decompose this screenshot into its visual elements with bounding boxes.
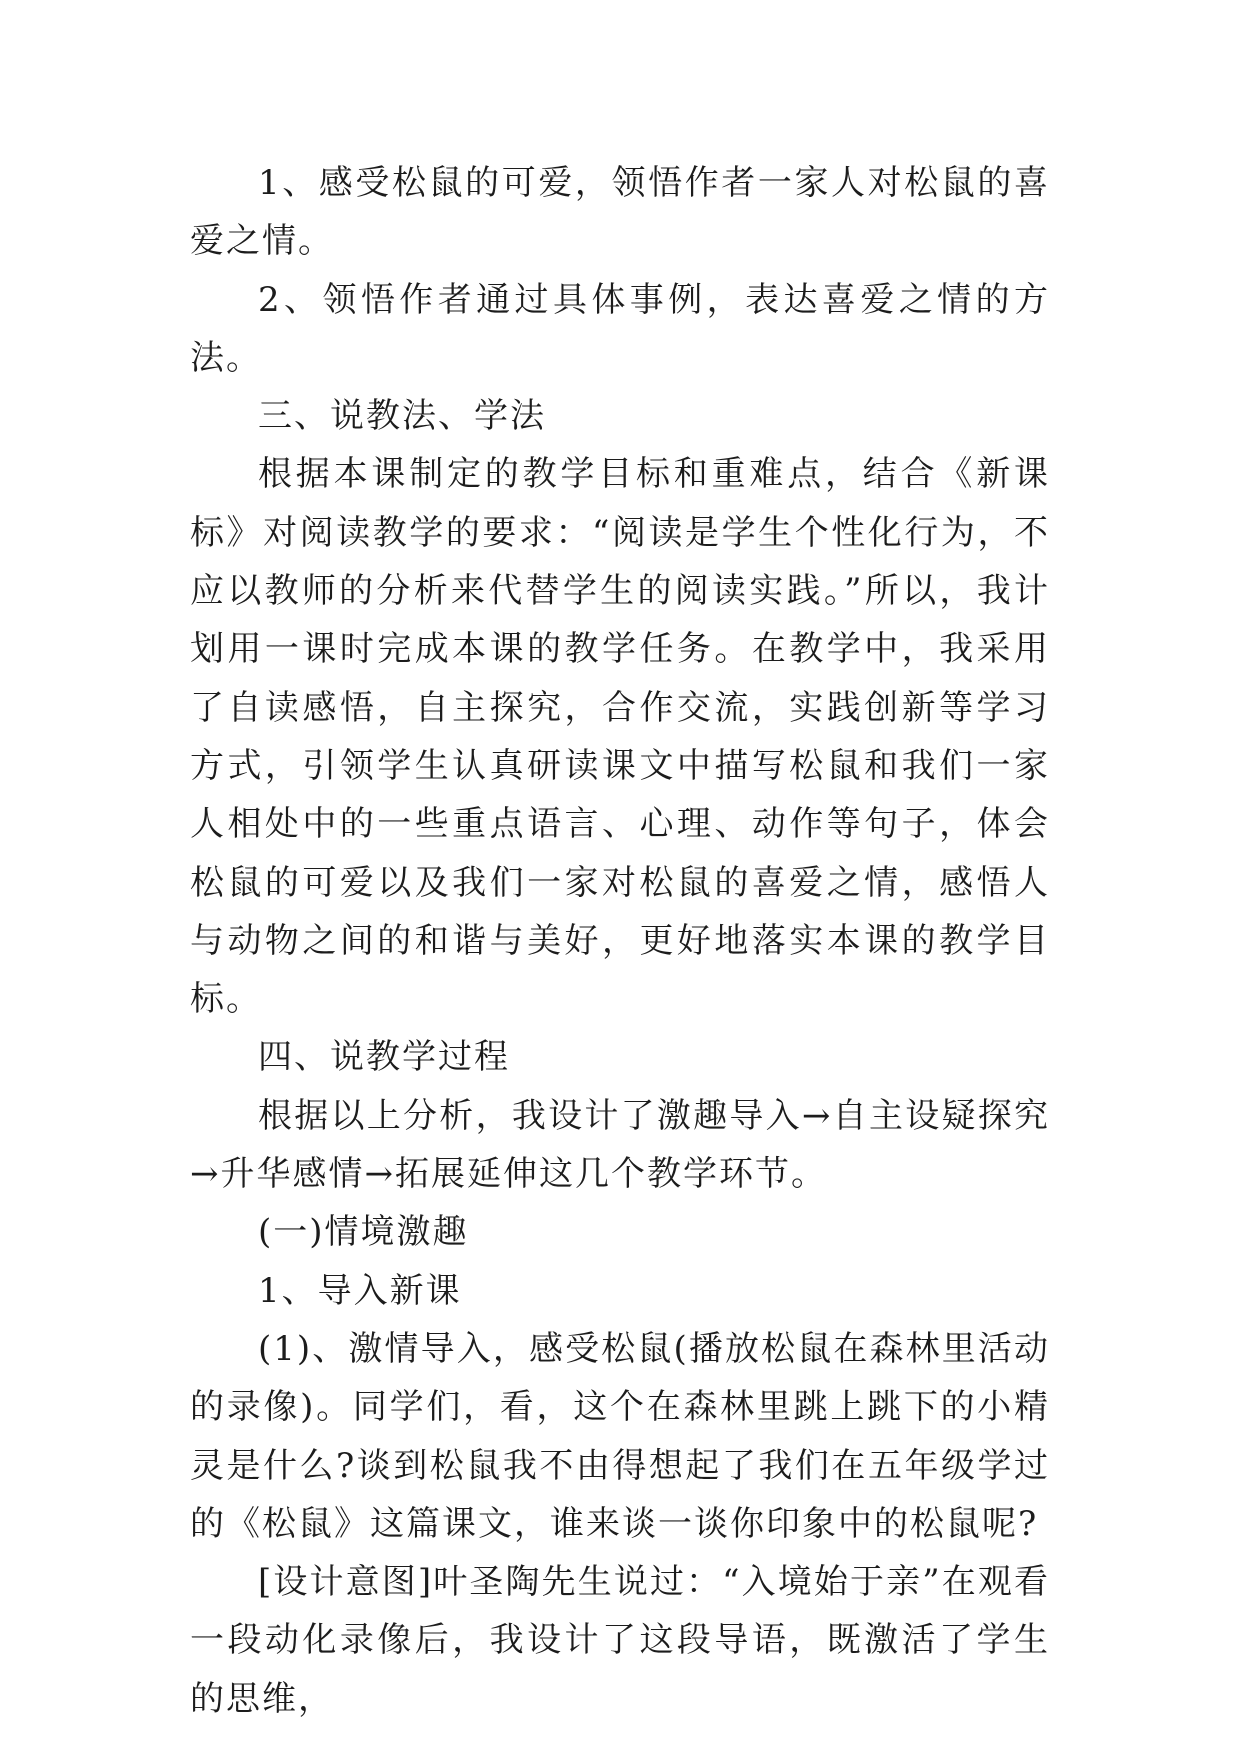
subsection-heading-intro: 1、导入新课 [258,1270,462,1311]
paragraph-design-intent: [设计意图]叶圣陶先生说过：“入境始于亲”在观看一段动化录像后，我设计了这段导语，既激活了学生的思维， [190,1562,1050,1719]
paragraph-process-overview: 根据以上分析，我设计了激趣导入→自主设疑探究→升华感情→拓展延伸这几个教学环节。 [190,1095,1050,1195]
paragraph-intro-step-1: (1)、激情导入，感受松鼠(播放松鼠在森林里活动的录像)。同学们，看，这个在森林里跳上跳下的小精灵是什么?谈到松鼠我不由得想起了我们在五年级学过的《松鼠》这篇课文，谁来谈一谈你印象中的松鼠呢? [190,1328,1050,1544]
paragraph-objective-1: 1、感受松鼠的可爱，领悟作者一家人对松鼠的喜爱之情。 [190,163,1050,262]
section-heading-teaching-method: 三、说教法、学法 [258,396,546,437]
subsection-heading-situation: (一)情境激趣 [258,1212,469,1253]
paragraph-objective-2: 2、领悟作者通过具体事例，表达喜爱之情的方法。 [190,279,1050,378]
paragraph-teaching-method: 根据本课制定的教学目标和重难点，结合《新课标》对阅读教学的要求：“阅读是学生个性化行为，不应以教师的分析来代替学生的阅读实践。”所以，我计划用一课时完成本课的教学任务。在教学中，我采用了自读感悟，自主探究，合作交流，实践创新等学习方式，引领学生认真研读课文中描写松鼠和我们一家人相处中的一些重点语言、心理、动作等句子，体会松鼠的可爱以及我们一家对松鼠的喜爱之情，感悟人与动物之间的和谐与美好，更好地落实本课的教学目标。 [190,454,1050,1020]
document-body [190,154,1050,1728]
section-heading-teaching-process: 四、说教学过程 [258,1037,510,1078]
